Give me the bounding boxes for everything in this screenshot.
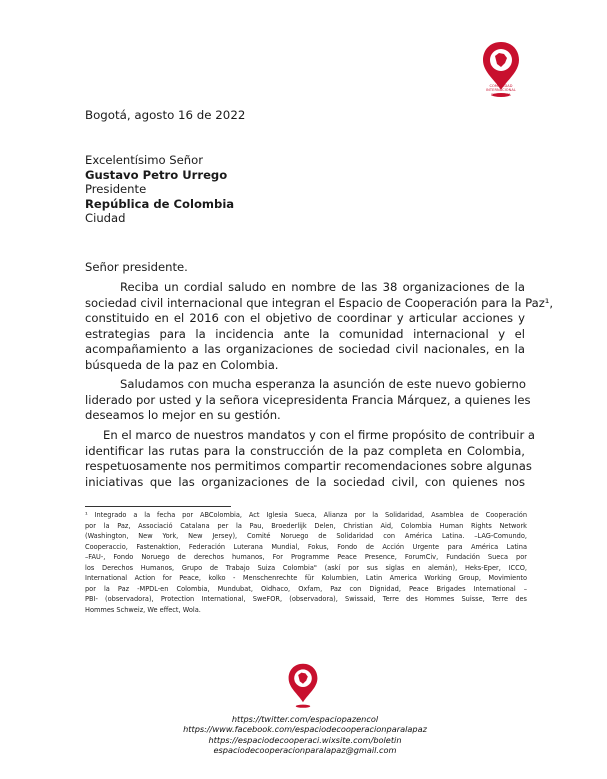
footnote-divider bbox=[85, 506, 231, 507]
paragraph-line: búsqueda de la paz en Colombia. bbox=[85, 357, 279, 372]
footnote-line: los Derechos Humanos, Grupo de Trabajo Suiza Colombia" (askí por sus siglas en alemán), Heks-Eper, ICCO, bbox=[85, 563, 527, 572]
map-pin-logo-icon bbox=[287, 662, 319, 712]
paragraph-line: constituido en el 2016 con el objetivo de coordinar y articular acciones y bbox=[85, 311, 525, 326]
paragraph-line: iniciativas que las organizaciones de la sociedad civil, con quienes nos bbox=[85, 474, 525, 489]
paragraph-line: respetuosamente nos permitimos compartir recomendaciones sobre algunas bbox=[85, 459, 532, 474]
bulletin-link[interactable]: https://espaciodecooperaci.wixsite.com/boletin bbox=[208, 734, 402, 745]
recipient-name: Gustavo Petro Urrego bbox=[85, 167, 228, 182]
recipient-title: Presidente bbox=[85, 182, 147, 196]
footnote-line: Cooperaccio, Fastenaktion, Federación Luterana Mundial, Fokus, Fondo de Acción Urgente para América Latina bbox=[85, 542, 527, 551]
footnote-line: (Washington, New York, New Jersey), Comité Noruego de Solidaridad con América Latina. –LAG-Comundo, bbox=[85, 532, 527, 540]
footer-links bbox=[150, 714, 460, 756]
footnote-line: por la Paz -MPDL-en Colombia, Mundubat, Oidhaco, Oxfam, Paz con Dignidad, Peace Brigades International – bbox=[85, 584, 527, 593]
logo-caption-line: INTERNACIONAL bbox=[486, 88, 516, 93]
letter-date: Bogotá, agosto 16 de 2022 bbox=[85, 108, 246, 122]
logo-caption-line: COMUNIDAD bbox=[489, 84, 513, 88]
recipient-country: República de Colombia bbox=[85, 196, 235, 211]
paragraph-1 bbox=[85, 280, 554, 374]
footnote-line: Hommes Schweiz, We effect, Wola. bbox=[85, 605, 201, 614]
paragraph-line: liderado por usted y la señora vicepresidenta Francia Márquez, a quienes les bbox=[85, 392, 531, 407]
paragraph-3 bbox=[85, 428, 536, 490]
paragraph-line: deseamos lo mejor en su gestión. bbox=[85, 408, 281, 423]
logo-caption bbox=[478, 84, 524, 97]
facebook-link[interactable]: https://www.facebook.com/espaciodecooperacionparalapaz bbox=[183, 724, 427, 735]
email-link[interactable]: espaciodecooperacionparalapaz@gmail.com bbox=[213, 745, 397, 756]
footnote bbox=[85, 510, 527, 615]
paragraph-line: identificar las rutas para la construcción de la paz completa en Colombia, bbox=[85, 443, 525, 458]
paragraph-line: Saludamos con mucha esperanza la asunción de este nuevo gobierno bbox=[120, 377, 526, 391]
footnote-line: –FAU-, Fondo Noruego de derechos humanos, For Programme Peace Presence, ForumCiv, Fundación Sueca por bbox=[85, 553, 527, 561]
logo-caption-line: EN ALERTA bbox=[491, 92, 511, 97]
footnote-line: por la Paz, Associació Catalana per la Pau, Broederlijk Delen, Christian Aid, Colombia Human Rights Network bbox=[85, 521, 527, 530]
paragraph-line: acompañamiento a las organizaciones de sociedad civil nacionales, en la bbox=[85, 342, 525, 357]
recipient-salutation-line: Excelentísimo Señor bbox=[85, 153, 203, 167]
footnote-line: International Action for Peace, kolko - Menschenrechte für Kolumbien, Latin America Working Group, Movimiento bbox=[85, 574, 527, 582]
footnote-line: ¹ Integrado a la fecha por ABColombia, Act Iglesia Sueca, Alianza por la Solidaridad, Asamblea de Cooperación bbox=[85, 511, 527, 519]
paragraph-line: sociedad civil internacional que integran el Espacio de Cooperación para la Paz¹, bbox=[85, 295, 554, 310]
recipient-city: Ciudad bbox=[85, 211, 126, 225]
paragraph-line: En el marco de nuestros mandatos y con el firme propósito de contribuir a bbox=[103, 428, 536, 442]
twitter-link[interactable]: https://twitter.com/espaciopazencol bbox=[231, 714, 379, 724]
recipient-block bbox=[85, 153, 234, 226]
paragraph-line: estrategias para la incidencia ante la comunidad internacional y el bbox=[85, 326, 525, 341]
salutation: Señor presidente. bbox=[85, 260, 188, 274]
paragraph-line: Reciba un cordial saludo en nombre de las 38 organizaciones de la bbox=[120, 280, 525, 294]
footnote-line: PBI- (observadora), Protection International, SweFOR, (observadora), Swissaid, Terre des Hommes Suisse, Terre des bbox=[85, 595, 527, 603]
paragraph-2 bbox=[85, 377, 531, 424]
